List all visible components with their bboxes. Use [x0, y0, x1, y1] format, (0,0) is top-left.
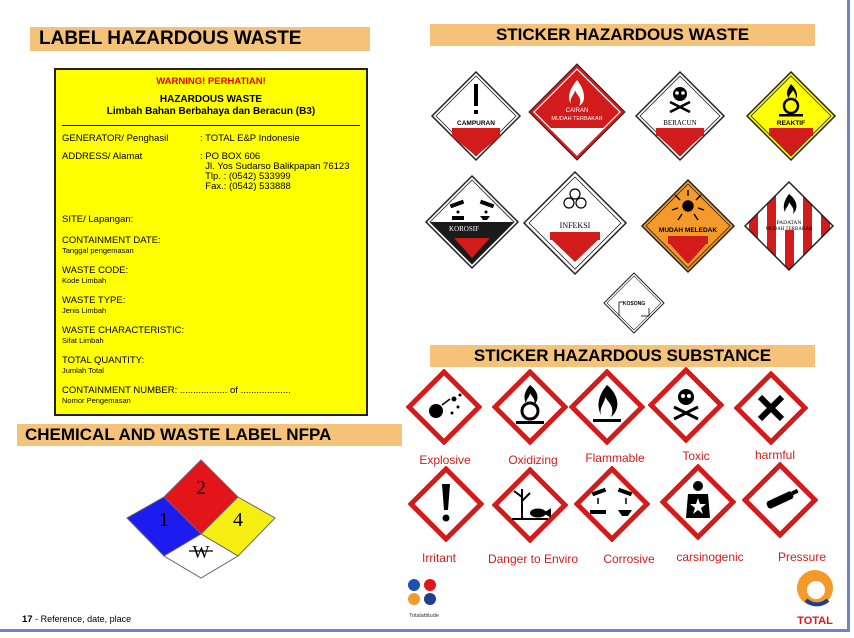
- site-field: SITE/ Lapangan:: [62, 214, 134, 225]
- ghs-oxidizing-caption: Oxidizing: [508, 453, 558, 467]
- svg-text:BERACUN: BERACUN: [663, 119, 697, 127]
- page-number: 17: [22, 614, 33, 625]
- ghs-flammable-caption: Flammable: [585, 451, 645, 465]
- sticker-campuran: [430, 70, 522, 162]
- ghs-pressure-caption: Pressure: [777, 550, 827, 564]
- ghs-flammable: [569, 369, 645, 445]
- nfpa-health-value: 1: [159, 509, 169, 531]
- sticker-substance-header: STICKER HAZARDOUS SUBSTANCE: [430, 345, 815, 367]
- ghs-carcinogenic-caption: carsinogenic: [676, 550, 744, 564]
- ghs-oxidizing: [492, 369, 568, 445]
- sticker-korosif: [424, 174, 520, 270]
- svg-text:CAIRAN: CAIRAN: [565, 108, 589, 114]
- ghs-corrosive: [574, 466, 650, 542]
- sticker-cairan-mudah-terbakar: [527, 62, 627, 162]
- svg-text:PADATAN: PADATAN: [776, 220, 802, 226]
- ghs-irritant-caption: Irritant: [421, 551, 456, 565]
- sticker-reaktif: [745, 70, 837, 162]
- ghs-harmful-caption: harmful: [754, 448, 795, 462]
- total-attitude-logo: [405, 578, 443, 627]
- sticker-waste-header: STICKER HAZARDOUS WASTE: [430, 24, 815, 46]
- sticker-mudah-meledak: [640, 178, 736, 274]
- generator-value: : TOTAL E&P Indonesie: [200, 133, 300, 144]
- ghs-corrosive-caption: Corrosive: [603, 552, 655, 566]
- svg-text:KOROSIF: KOROSIF: [449, 225, 479, 233]
- svg-text:TOTAL: TOTAL: [797, 615, 833, 627]
- ghs-irritant: [408, 466, 484, 542]
- label-divider: [62, 125, 360, 126]
- ghs-carcinogenic: [660, 464, 736, 540]
- nfpa-header: CHEMICAL AND WASTE LABEL NFPA: [17, 424, 402, 446]
- waste-type-field: WASTE TYPE: Jenis Limbah: [62, 295, 126, 315]
- address-line-3: Tlp. : (0542) 533999: [200, 171, 291, 182]
- ghs-toxic-caption: Toxic: [682, 449, 710, 463]
- ghs-environment-caption: Danger to Enviro: [487, 552, 579, 566]
- svg-text:Totalattitude: Totalattitude: [409, 613, 439, 619]
- hazardous-waste-label: [54, 68, 368, 416]
- svg-text:MUDAH TERBAKAR: MUDAH TERBAKAR: [765, 227, 813, 232]
- ghs-pressure: [742, 462, 818, 538]
- exclamation-icon: [474, 84, 478, 106]
- svg-text:REAKTIF: REAKTIF: [776, 120, 806, 127]
- sticker-padatan-mudah-terbakar: [743, 180, 835, 272]
- ghs-harmful: [734, 371, 808, 445]
- sticker-infeksi: [522, 170, 628, 276]
- ghs-toxic: [648, 367, 724, 443]
- containment-number-field: CONTAINMENT NUMBER: .................. of ................... Nomor Pengemasan: [62, 385, 291, 405]
- svg-text:MUDAH TERBAKAR: MUDAH TERBAKAR: [551, 116, 603, 122]
- total-logo: [788, 566, 842, 633]
- footer: [22, 614, 131, 625]
- footer-text: - Reference, date, place: [32, 614, 132, 624]
- campuran-text: CAMPURAN: [457, 120, 495, 127]
- total-quantity-field: TOTAL QUANTITY: Jumlah Total: [62, 355, 145, 375]
- sticker-beracun: [634, 70, 726, 162]
- label-subtitle: Limbah Bahan Berbahaya dan Beracun (B3): [106, 106, 316, 117]
- label-warning: WARNING! PERHATIAN!: [156, 76, 266, 87]
- nfpa-fire-value: 2: [196, 477, 206, 499]
- address-line-4: Fax.: (0542) 533888: [200, 181, 291, 192]
- address-line-2: Jl. Yos Sudarso Balikpapan 76123: [200, 161, 350, 172]
- ghs-explosive: [406, 369, 482, 445]
- nfpa-diamond: [125, 458, 277, 580]
- nfpa-special-value: W: [192, 542, 210, 562]
- label-waste-header: LABEL HAZARDOUS WASTE: [30, 27, 370, 51]
- address-field: ADDRESS/ Alamat: [62, 151, 143, 162]
- generator-field: GENERATOR/ Penghasil: [62, 133, 169, 144]
- nfpa-reactivity-value: 4: [233, 509, 243, 531]
- svg-text:KOSONG: KOSONG: [622, 301, 646, 307]
- containment-date-field: CONTAINMENT DATE: Tanggal pengemasan: [62, 235, 161, 255]
- ghs-explosive-caption: Explosive: [419, 453, 471, 467]
- waste-characteristic-field: WASTE CHARACTERISTIC: Sifat Limbah: [62, 325, 185, 345]
- label-title: HAZARDOUS WASTE: [159, 94, 263, 105]
- waste-code-field: WASTE CODE: Kode Limbah: [62, 265, 129, 285]
- sticker-kosong: [603, 272, 665, 334]
- ghs-environment: [492, 467, 568, 543]
- svg-text:MUDAH MELEDAK: MUDAH MELEDAK: [658, 227, 718, 234]
- svg-text:INFEKSI: INFEKSI: [559, 221, 591, 230]
- address-line-1: : PO BOX 606: [200, 151, 261, 162]
